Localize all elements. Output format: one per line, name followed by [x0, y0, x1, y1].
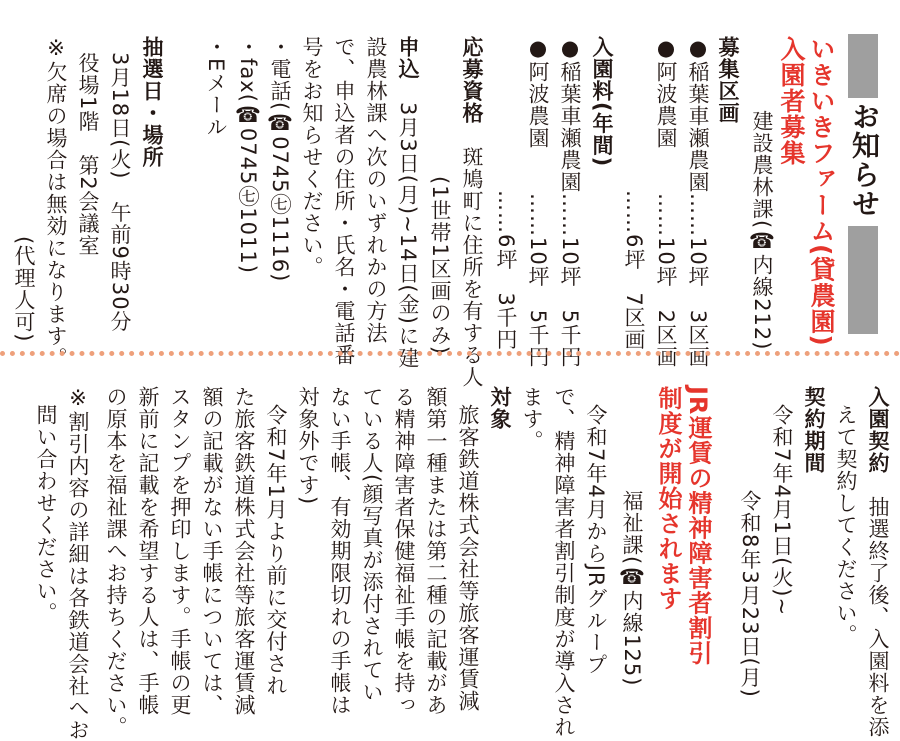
- plot-row: ●稲葉車瀬農園……10坪 3区画: [686, 36, 710, 369]
- jr-intro-line: ます。: [520, 386, 544, 452]
- eligibility-text: 斑鳩町に住所を有する人: [460, 146, 484, 388]
- fee-row: ●稲葉車瀬農園……10坪 5千円: [558, 36, 582, 369]
- target-line: 額第一種または第二種の記載があ: [424, 386, 448, 716]
- apply-line: 設農林課へ次のいずれかの方法: [364, 36, 388, 344]
- notice-heading: お知らせ: [848, 102, 881, 218]
- target-line: た旅客鉄道株式会社等旅客運賃減: [232, 386, 256, 716]
- fee-row: ●阿波農園 ……10坪 5千円: [526, 36, 550, 369]
- period-line: 令和8年3月23日(月): [738, 490, 762, 698]
- eligibility-label: 応募資格: [460, 36, 484, 124]
- jr-dept: 福祉課(☎内線125): [620, 490, 644, 687]
- target-line: 新前に記載を希望する人は、手帳: [136, 386, 160, 716]
- contract-line-1: [862, 386, 888, 738]
- target-line: スタンプを押印します。手帳の更: [168, 386, 192, 716]
- apply-line-1: [392, 36, 418, 369]
- jr-intro-line: で、精神障害者割引制度が導入され: [552, 386, 576, 738]
- farm-subtitle: 入園者募集: [777, 36, 806, 166]
- method-fax: ・fax(☎0745㊆1011): [236, 36, 260, 274]
- eligibility: [456, 36, 482, 388]
- method-phone: ・電話(☎0745㊆1116): [268, 36, 292, 283]
- section-divider: [0, 351, 900, 356]
- farm-dept: 建設農林課(☎内線212): [750, 110, 774, 351]
- period-line: 令和7年4月1日(火)~: [770, 404, 794, 617]
- target-line: 対象外です): [296, 386, 320, 506]
- proxy-note: (代理人可): [12, 236, 36, 343]
- fee-heading: 入園料(年間): [590, 36, 614, 168]
- target-line: 額の記載がない手帳については、: [200, 386, 224, 716]
- target-line: ている人(顔写真が添付されてい: [360, 386, 384, 704]
- jr-note-line: 問い合わせください。: [34, 404, 58, 624]
- lottery-line: 3月18日(火) 午前9時30分: [108, 52, 132, 333]
- plot-row: ●阿波農園 ……10坪 2区画: [654, 36, 678, 369]
- eligibility-note: (1世帯1区画のみ): [428, 176, 452, 356]
- apply-line: で、申込者の住所・氏名・電話番: [332, 36, 356, 366]
- method-email: ・Eメール: [204, 36, 228, 139]
- jr-title: JR運賃の精神障害者割引: [684, 386, 712, 666]
- period-label: 契約期間: [802, 386, 826, 474]
- plots-heading: 募集区画: [716, 36, 740, 124]
- target-label: 対象: [488, 386, 512, 430]
- lottery-line: 役場1階 第2会議室: [76, 52, 100, 257]
- farm-title: いきいきファーム(貸農園): [807, 36, 836, 347]
- target-line: 令和7年1月より前に交付され: [264, 404, 288, 697]
- target-line: ない手帳、有効期限切れの手帳は: [328, 386, 352, 716]
- target-line: の原本を福祉課へお持ちください。: [104, 386, 128, 738]
- contract-label: 入園契約: [866, 386, 890, 474]
- heading-bar-bottom: [848, 226, 878, 334]
- jr-intro-line: 令和7年4月からJRグループ: [584, 404, 608, 676]
- lottery-label: 抽選日・場所: [140, 36, 164, 168]
- apply-text: 3月3日(月)~14日(金)に建: [396, 102, 420, 369]
- contract-text: 抽選終了後、入園料を添: [866, 496, 890, 738]
- apply-line: 号をお知らせください。: [300, 36, 324, 278]
- apply-label: 申込: [396, 36, 420, 80]
- target-line: 旅客鉄道株式会社等旅客運賃減: [456, 404, 480, 712]
- target-line: る精神障害者保健福祉手帳を持っ: [392, 386, 416, 716]
- contract-line: えて契約してください。: [834, 404, 858, 646]
- jr-subtitle: 制度が開始されます: [654, 386, 682, 611]
- plot-row: ……6坪 7区画: [622, 36, 646, 351]
- fee-row: ……6坪 3千円: [494, 36, 518, 351]
- absence-note: ※欠席の場合は無効になります。: [44, 36, 68, 369]
- jr-note-line: ※割引内容の詳細は各鉄道会社へお: [66, 386, 90, 741]
- heading-bar-top: [848, 34, 878, 98]
